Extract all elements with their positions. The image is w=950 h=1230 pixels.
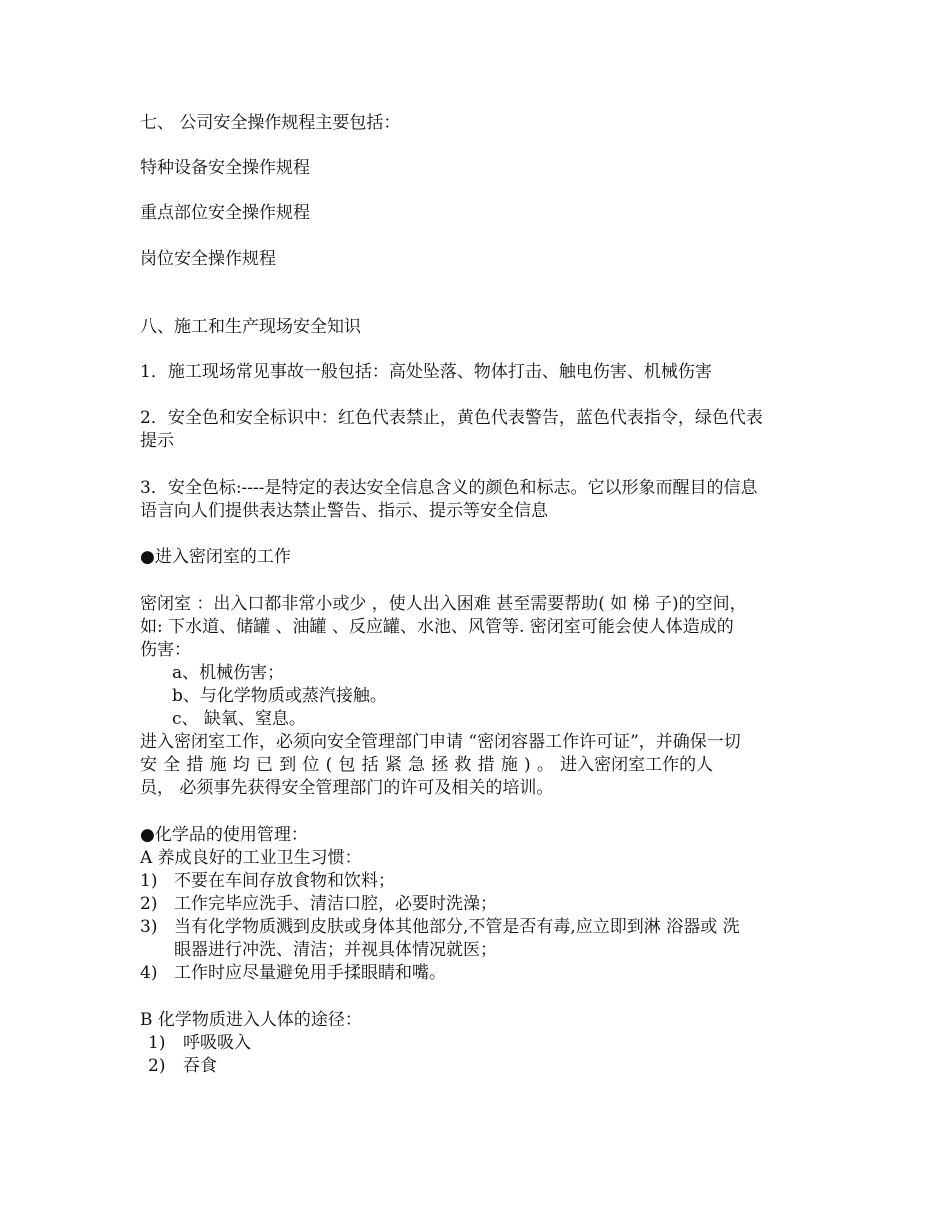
rule-item: 岗位安全操作规程 bbox=[140, 249, 276, 269]
list-item: 吞食 bbox=[183, 1056, 217, 1076]
list-number: 4) bbox=[140, 963, 158, 983]
list-item: 不要在车间存放食物和饮料； bbox=[174, 871, 395, 891]
paragraph-2-line-1: 2．安全色和安全标识中：红色代表禁止，黄色代表警告，蓝色代表指令，绿色代表 bbox=[140, 408, 763, 428]
harm-item: a、机械伤害； bbox=[172, 663, 285, 683]
requirement-line-2 bbox=[140, 754, 812, 777]
list-number: 1) bbox=[140, 871, 158, 891]
list-item: 当有化学物质溅到皮肤或身体其他部分,不管是否有毒,应立即到淋 浴器或 洗 bbox=[174, 917, 740, 937]
hygiene-subheading: A 养成良好的工业卫生习惯： bbox=[140, 848, 362, 868]
confined-definition-line-2: 如: 下水道、储罐 、油罐 、反应罐、水池、风管等. 密闭室可能会使人体造成的 bbox=[140, 617, 734, 637]
chemicals-heading: ●化学品的使用管理： bbox=[140, 825, 308, 845]
list-number: 1) bbox=[148, 1033, 166, 1053]
harm-item: b、与化学物质或蒸汽接触。 bbox=[172, 686, 387, 706]
entry-routes-subheading: B 化学物质进入人体的途径： bbox=[140, 1010, 362, 1030]
list-number: 3) bbox=[140, 917, 158, 937]
list-item-continuation: 眼器进行冲洗、清洁；并视具体情况就医； bbox=[174, 940, 497, 960]
paragraph-3-line-1: 3．安全色标:----是特定的表达安全信息含义的颜色和标志。它以形象而醒目的信息 bbox=[140, 478, 758, 498]
rule-item: 特种设备安全操作规程 bbox=[140, 158, 310, 178]
list-item: 呼吸吸入 bbox=[183, 1033, 251, 1053]
confined-definition-line-3: 伤害： bbox=[140, 640, 191, 660]
list-number: 2) bbox=[148, 1056, 166, 1076]
section-8-heading: 八、施工和生产现场安全知识 bbox=[140, 317, 361, 337]
requirement-line-1: 进入密闭室工作，必须向安全管理部门申请 “密闭容器工作许可证”，并确保一切 bbox=[140, 732, 741, 752]
confined-space-heading: ●进入密闭室的工作 bbox=[140, 547, 291, 567]
paragraph-2-line-2: 提示 bbox=[140, 431, 174, 451]
requirement-spaced-text: 安全措施均已到位(包括紧急拯救措施)。 bbox=[140, 755, 561, 775]
confined-definition-line-1: 密闭室 ：出入口都非常小或少 ，使人出入困难 甚至需要帮助( 如 梯 子)的空间， bbox=[140, 594, 747, 614]
requirement-tail-text: 进入密闭室工作的人 bbox=[560, 755, 714, 775]
harm-item: c、 缺氧、窒息。 bbox=[172, 709, 306, 729]
paragraph-3-line-2: 语言向人们提供表达禁止警告、指示、提示等安全信息 bbox=[140, 501, 548, 521]
paragraph-1: 1．施工现场常见事故一般包括：高处坠落、物体打击、触电伤害、机械伤害 bbox=[140, 362, 712, 382]
list-item: 工作完毕应洗手、清洁口腔，必要时洗澡； bbox=[174, 894, 497, 914]
requirement-line-3: 员， 必须事先获得安全管理部门的许可及相关的培训。 bbox=[140, 778, 554, 798]
list-number: 2) bbox=[140, 894, 158, 914]
section-7-heading: 七、 公司安全操作规程主要包括： bbox=[140, 113, 401, 133]
list-item: 工作时应尽量避免用手揉眼睛和嘴。 bbox=[174, 963, 446, 983]
rule-item: 重点部位安全操作规程 bbox=[140, 203, 310, 223]
